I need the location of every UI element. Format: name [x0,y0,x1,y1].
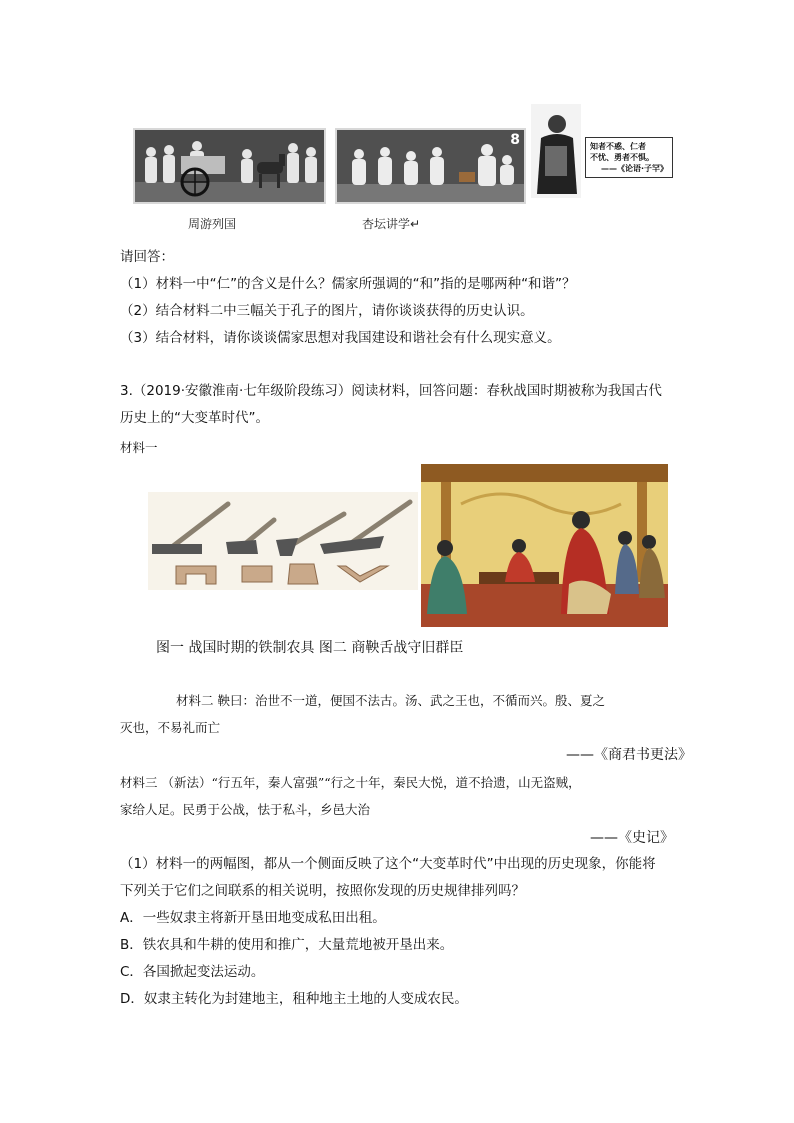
stamp-lecture-image [335,128,526,204]
q2-prompt: 请回答： [120,249,174,265]
material3-source: ——《史记》 [590,830,674,846]
shang-yang-debate-image [421,464,668,627]
caption-travel: 周游列国 [188,217,237,231]
material2-line-1: 材料二 鞅曰：治世不一道，便国不法古。汤、武之王也，不循而兴。殷、夏之 [176,693,605,708]
option-a: A．一些奴隶主将新开垦田地变成私田出租。 [120,910,386,926]
q3-sub1-line-1: （1）材料一的两幅图，都从一个侧面反映了这个“大变革时代”中出现的历史现象，你能将 [120,856,656,872]
quote-line-2: 不忧、勇者不惧。 [590,153,654,162]
q2-item-2: （2）结合材料二中三幅关于孔子的图片，请你谈谈获得的历史认识。 [120,303,534,319]
material3-line-2: 家给人足。民勇于公战，怯于私斗，乡邑大治 [120,802,371,817]
figure-caption: 图一 战国时期的铁制农具 图二 商鞅舌战守旧群臣 [156,640,464,656]
material2-source: ——《商君书更法》 [566,747,692,763]
q2-item-1: （1）材料一中“仁”的含义是什么？儒家所强调的“和”指的是哪两种“和谐”？ [120,276,576,292]
lecture-illustration [337,130,524,202]
q3-sub1-line-2: 下列关于它们之间联系的相关说明，按照你发现的历史规律排列吗？ [120,883,525,899]
option-c: C．各国掀起变法运动。 [120,964,265,980]
q2-item-3: （3）结合材料，请你谈谈儒家思想对我国建设和谐社会有什么现实意义。 [120,330,561,346]
quote-line-1: 知者不惑、仁者 [590,142,646,151]
q3-intro-line-1: 3.（2019·安徽淮南·七年级阶段练习）阅读材料，回答问题：春秋战国时期被称为我国古代 [120,383,662,399]
quote-source: ——《论语·子罕》 [600,164,668,173]
material3-line-1: 材料三 （新法）“行五年，秦人富强”“行之十年，秦民大悦，道不拾遗，山无盗贼， [120,775,581,790]
confucius-quote [585,137,673,178]
stamp-travel-image [133,128,326,204]
travel-illustration [135,130,324,202]
material1-label: 材料一 [120,440,158,455]
option-d: D．奴隶主转化为封建地主，租种地主土地的人变成农民。 [120,991,468,1007]
iron-tools-image [148,492,418,590]
confucius-portrait [531,104,581,198]
material2-line-2: 灭也，不易礼而亡 [120,720,221,735]
option-b: B．铁农具和牛耕的使用和推广，大量荒地被开垦出来。 [120,937,454,953]
caption-lecture: 杏坛讲学↵ [362,217,421,231]
stamp-value: 8 [510,132,520,148]
q3-intro-line-2: 历史上的“大变革时代”。 [120,410,269,426]
